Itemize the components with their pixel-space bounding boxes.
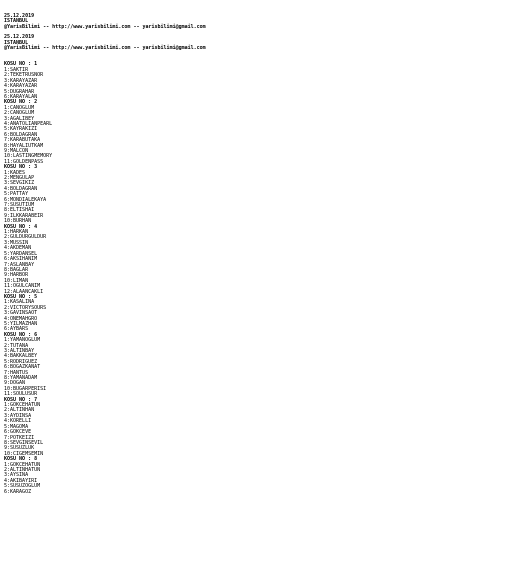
race-row: 2:TUTANA xyxy=(4,342,50,349)
race-row: 4:BOLDAGRAN xyxy=(4,185,50,192)
race-row: 2:ALTINHATUN xyxy=(4,466,50,473)
race-section xyxy=(4,62,525,100)
race-row: 9:DOGAN xyxy=(4,380,50,387)
race-row: 6:AKSIHANIM xyxy=(4,256,50,263)
race-row: 7:ASLANBAY xyxy=(4,261,50,268)
race-row: 3:KARAYAZAR xyxy=(4,77,50,84)
race-row: 5:RODRIGUEZ xyxy=(4,358,50,365)
race-row: 7:HANTUS xyxy=(4,369,50,376)
race-row: 11:GOLDENPASS xyxy=(4,158,50,165)
report-header xyxy=(4,14,525,52)
race-row: 1:SAKTIR xyxy=(4,66,50,73)
race-row: 8:SEVGINSEVIL xyxy=(4,439,50,446)
race-row: 8:YAMANADAM xyxy=(4,375,50,382)
race-row: 6:AYBARS xyxy=(4,326,50,333)
race-row: 1:KASALINA xyxy=(4,299,50,306)
race-section xyxy=(4,295,525,333)
race-row: 4:KORELLI xyxy=(4,418,50,425)
race-row: 5:DUGRAHAR xyxy=(4,88,50,95)
race-row: 3:AGALIBEY xyxy=(4,115,50,122)
race-section xyxy=(4,165,525,224)
race-row: 1:KADES xyxy=(4,169,50,176)
race-row: 10:BUGARPERISI xyxy=(4,385,50,392)
race-row: 12:ALAANCAKLI xyxy=(4,288,50,295)
race-row: 6:GOKCEVE xyxy=(4,429,50,436)
race-row: 8:ELTISHAI xyxy=(4,207,50,214)
race-row: 6:KARAYALAN xyxy=(4,93,50,100)
header-line: 25.12.2019 xyxy=(4,34,35,41)
race-row: 4:ANATOLIANPEARL xyxy=(4,120,53,127)
race-row: 3:MUSSIN xyxy=(4,239,50,246)
race-row: 2:ALTINHAN xyxy=(4,407,50,414)
race-row: 3:AYDINSA xyxy=(4,412,50,419)
race-row: 5:SUSUZOGLUM xyxy=(4,483,50,490)
race-row: 11:OGULCANIM xyxy=(4,283,50,290)
header-line: @YarisBilimi -- http://www.yarisbilimi.com -- yarisbilimi@gmail.com xyxy=(4,45,206,52)
race-row: 10:BURHAN xyxy=(4,218,50,225)
race-title: KOSU NO : 4 xyxy=(4,223,38,230)
header-line: ISTANBUL xyxy=(4,39,29,46)
race-section xyxy=(4,398,525,457)
report-document xyxy=(4,3,525,581)
race-row: 9:SUSUZLUK xyxy=(4,445,50,452)
race-row: 2:MENGULAP xyxy=(4,175,50,181)
race-row: 2:CANOGLUM xyxy=(4,110,50,117)
header-line: 25.12.2019 xyxy=(4,12,35,19)
race-row: 5:KAYRAKIZI xyxy=(4,126,50,133)
race-title: KOSU NO : 3 xyxy=(4,164,38,171)
race-section xyxy=(4,457,525,495)
header-line: @YarisBilimi -- http://www.yarisbilimi.com -- yarisbilimi@gmail.com xyxy=(4,23,206,30)
race-row: 1:GOKCEHATUN xyxy=(4,461,50,468)
race-row: 10:LIMAN xyxy=(4,277,50,284)
race-row: 7:KARABUTAKA xyxy=(4,137,50,144)
race-row: 3:GAVINSAOT xyxy=(4,310,50,317)
race-row: 4:KARAYAZAR xyxy=(4,83,50,90)
race-title: KOSU NO : 1 xyxy=(4,61,38,68)
race-row: 2:TEKETRUSNOR xyxy=(4,72,50,79)
race-title: KOSU NO : 7 xyxy=(4,396,38,403)
race-title: KOSU NO : 8 xyxy=(4,456,38,463)
race-row: 10:LASTINGMEMORY xyxy=(4,153,53,160)
race-row: 4:AKDEMAN xyxy=(4,245,50,252)
race-row: 8:BAGLAR xyxy=(4,266,50,273)
race-title: KOSU NO : 6 xyxy=(4,331,38,338)
race-row: 4:AKIBAYIRI xyxy=(4,477,50,484)
race-row: 3:AYSINA xyxy=(4,472,50,479)
race-row: 6:BOLDAGRAN xyxy=(4,131,50,138)
race-row: 2:GULDURGULDUR xyxy=(4,234,50,241)
race-row: 7:SUSUTIUM xyxy=(4,202,50,209)
race-row: 9:ILKKARABEIR xyxy=(4,212,50,219)
race-row: 9:MALCON xyxy=(4,147,50,154)
header-line: ISTANBUL xyxy=(4,18,29,25)
race-row: 3:ALTINBAY xyxy=(4,348,50,354)
race-row: 5:PATTAY xyxy=(4,191,50,198)
race-row: 6:BOGAZKANAT xyxy=(4,364,50,371)
race-row: 1:YAMANOGLUM xyxy=(4,337,50,344)
race-row: 1:GOKCEHATUN xyxy=(4,402,50,409)
race-row: 8:HAYALIUTKAM xyxy=(4,142,50,149)
race-row: 10:CIGEMSEMIN xyxy=(4,450,50,457)
race-title: KOSU NO : 5 xyxy=(4,293,38,300)
race-row: 11:SOULUSUR xyxy=(4,391,50,398)
race-row: 2:VICTORYSOURS xyxy=(4,304,50,311)
race-section xyxy=(4,100,525,165)
race-title: KOSU NO : 2 xyxy=(4,99,38,106)
race-row: 6:MONDIALEKAYA xyxy=(4,196,50,203)
race-section xyxy=(4,333,525,398)
race-section xyxy=(4,225,525,295)
race-row: 1:CANOGLUM xyxy=(4,104,50,111)
race-row: 4:ONEMAHGRO xyxy=(4,315,50,322)
race-row: 4:BAKKALBEY xyxy=(4,353,50,360)
race-row: 3:SEVGIKIZ xyxy=(4,180,50,187)
race-row: 1:HARKAN xyxy=(4,229,50,236)
race-list xyxy=(4,62,525,495)
race-row: 5:YILMAZHAN xyxy=(4,320,50,327)
race-row: 9:HARBOR xyxy=(4,272,50,279)
race-row: 5:YARDANSEL xyxy=(4,250,50,257)
race-row: 5:MAGOMA xyxy=(4,423,50,430)
race-row: 7:POTKEIZI xyxy=(4,434,50,441)
race-row: 6:KARAGOZ xyxy=(4,488,50,495)
